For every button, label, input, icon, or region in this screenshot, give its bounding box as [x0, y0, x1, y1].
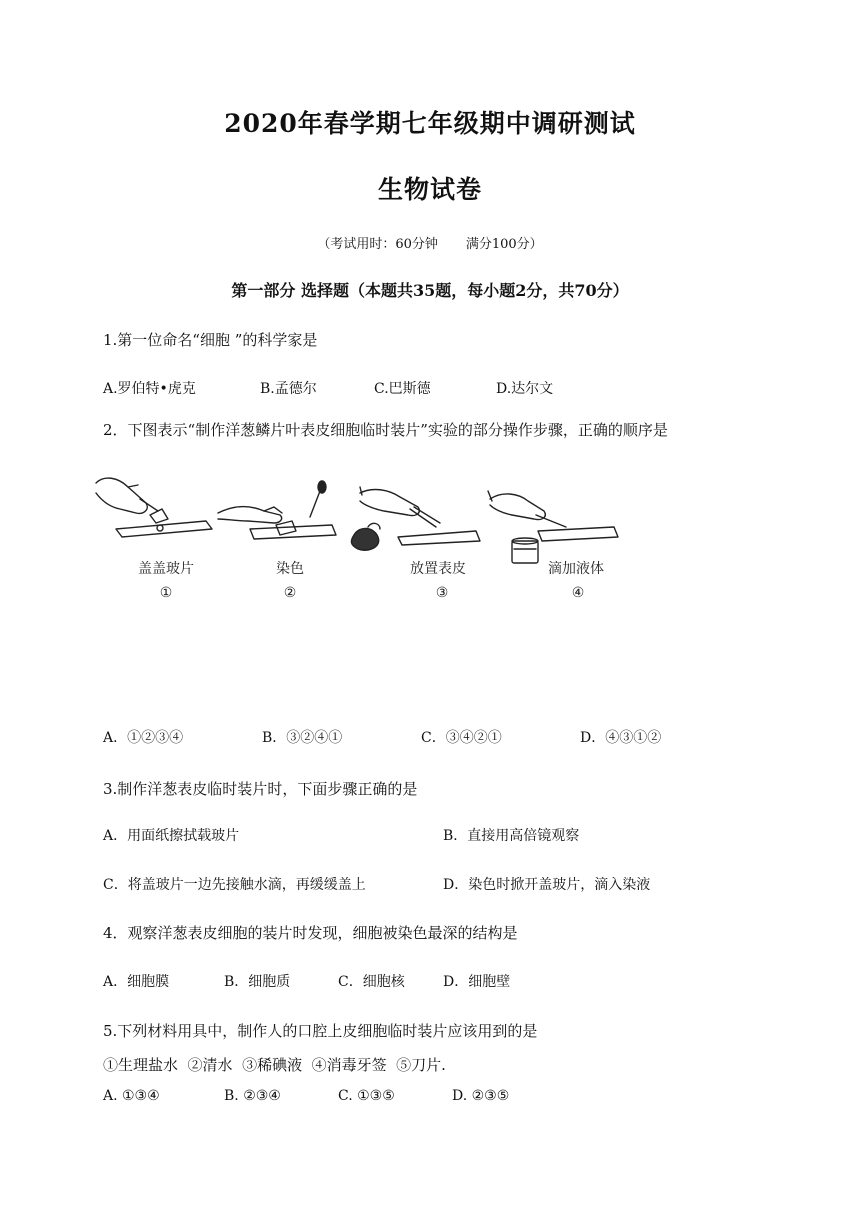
step-3-number: ③ [435, 585, 449, 601]
question-1-option-b: B.孟德尔 [260, 381, 317, 397]
exam-time: （考试用时：60分钟 [317, 237, 438, 252]
place-epidermis-step-illustration [351, 487, 480, 550]
exam-score: 满分100分） [465, 237, 543, 252]
question-2-option-c: C．③④②① [421, 730, 502, 746]
step-1-number: ① [159, 585, 173, 601]
question-2-option-a: A．①②③④ [103, 730, 184, 746]
question-1-stem: 1.第一位命名“细胞 ”的科学家是 [103, 331, 318, 349]
question-5-items: ①生理盐水 ②清水 ③稀碘液 ④消毒牙签 ⑤刀片. [103, 1056, 446, 1074]
question-3-option-c: C．将盖玻片一边先接触水滴，再缓缓盖上 [103, 877, 366, 893]
question-3-option-b: B．直接用高倍镜观察 [443, 828, 580, 844]
question-5-option-d: D. ②③⑤ [452, 1088, 510, 1104]
question-3-option-d: D．染色时掀开盖玻片，滴入染液 [443, 877, 651, 893]
question-4-option-c: C．细胞核 [338, 974, 405, 990]
step-4-number: ④ [571, 585, 585, 601]
exam-note [0, 233, 860, 252]
add-liquid-step-illustration [488, 491, 618, 563]
question-1-option-c: C.巴斯德 [374, 381, 431, 397]
staining-step-illustration [218, 481, 336, 539]
step-4-label: 滴加液体 [548, 561, 604, 577]
lab-steps-figure [88, 465, 628, 605]
question-3-option-a: A．用面纸擦拭载玻片 [103, 828, 240, 844]
exam-title: 2020年春学期七年级期中调研测试 [224, 109, 636, 138]
question-3-stem: 3.制作洋葱表皮临时装片时，下面步骤正确的是 [103, 780, 418, 798]
question-5-option-b: B. ②③④ [224, 1088, 281, 1104]
section-title: 第一部分 选择题（本题共35题，每小题2分，共70分） [231, 281, 629, 300]
step-1-label: 盖盖玻片 [138, 561, 194, 577]
question-4-option-d: D．细胞壁 [443, 974, 511, 990]
question-5-stem: 5.下列材料用具中，制作人的口腔上皮细胞临时装片应该用到的是 [103, 1022, 538, 1040]
step-2-label: 染色 [276, 561, 304, 577]
question-4-option-b: B．细胞质 [224, 974, 291, 990]
question-2-stem: 2．下图表示“制作洋葱鳞片叶表皮细胞临时装片”实验的部分操作步骤，正确的顺序是 [103, 421, 668, 439]
question-4-option-a: A．细胞膜 [103, 974, 170, 990]
question-1-option-d: D.达尔文 [496, 381, 554, 397]
coverslip-step-illustration [96, 478, 212, 537]
question-4-stem: 4．观察洋葱表皮细胞的装片时发现，细胞被染色最深的结构是 [103, 924, 518, 942]
step-2-number: ② [283, 585, 297, 601]
exam-subtitle: 生物试卷 [377, 175, 482, 204]
question-5-option-a: A. ①③④ [103, 1088, 160, 1104]
question-5-option-c: C. ①③⑤ [338, 1088, 395, 1104]
step-3-label: 放置表皮 [410, 561, 466, 577]
question-2-option-d: D．④③①② [580, 730, 662, 746]
question-2-option-b: B．③②④① [262, 730, 343, 746]
question-1-option-a: A.罗伯特•虎克 [103, 381, 196, 397]
